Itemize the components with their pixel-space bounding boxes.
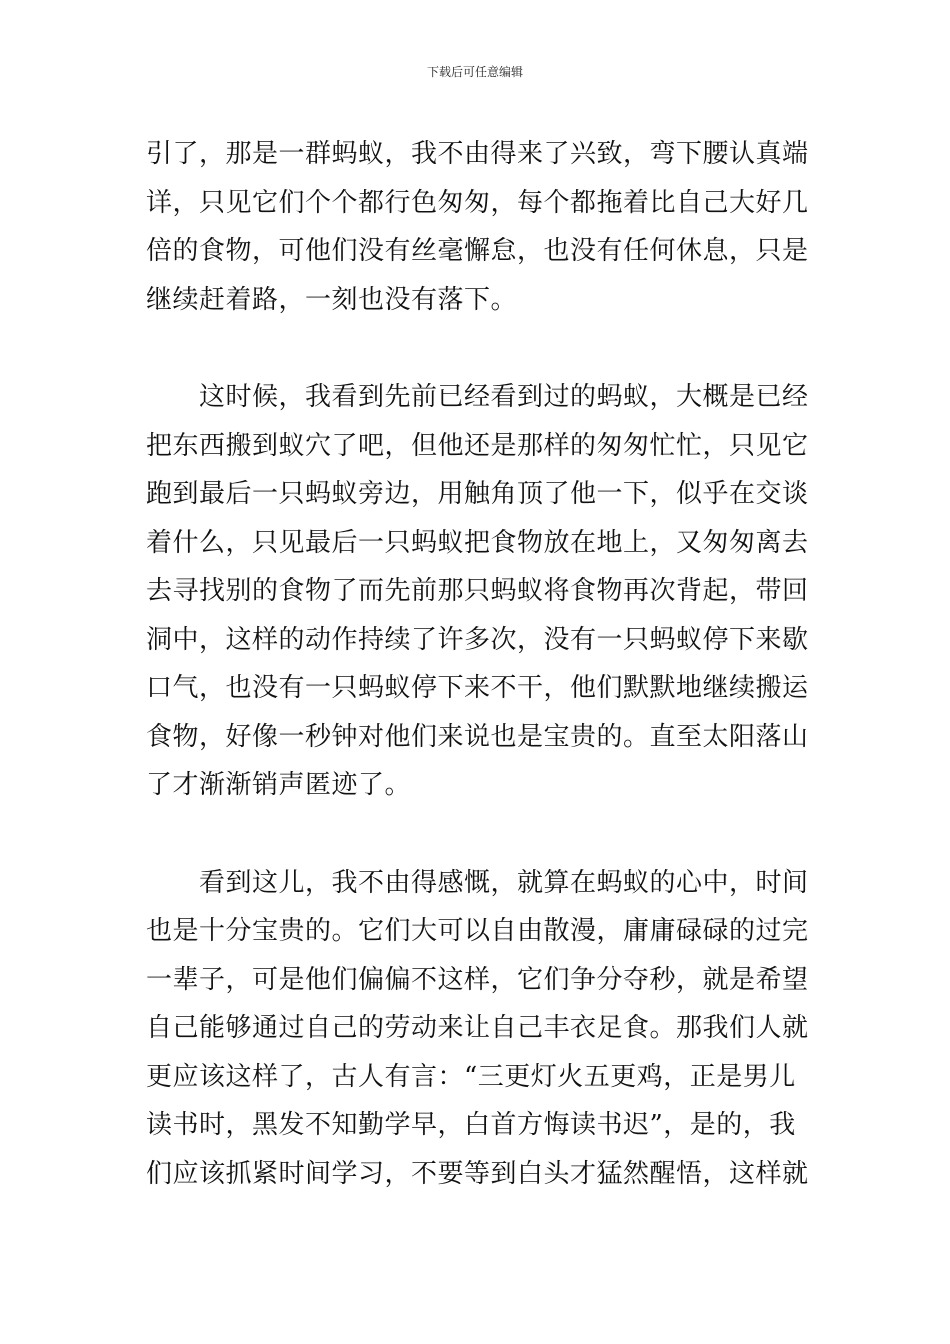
text-line: 口气，也没有一只蚂蚁停下来不干，他们默默地继续搬运 [146,673,809,703]
text-line: 看到这儿，我不由得感慨，就算在蚂蚁的心中，时间 [146,867,809,898]
paragraph-gap [146,810,808,859]
body-text [146,130,808,1198]
text-line: 继续赶着路，一刻也没有落下。 [146,284,518,315]
text-line: 详，只见它们个个都行色匆匆，每个都拖着比自己大好几 [146,187,809,218]
text-line: 了才渐渐销声匿迹了。 [146,770,412,800]
text-line: 一辈子，可是他们偏偏不这样，它们争分夺秒，就是希望 [146,964,809,995]
paragraph-1 [146,130,808,324]
text-line: 们应该抓紧时间学习，不要等到白头才猛然醒悟，这样就 [146,1158,809,1189]
paragraph-gap [146,324,808,373]
text-line: 这时候，我看到先前已经看到过的蚂蚁，大概是已经 [146,382,809,412]
text-line: 倍的食物，可他们没有丝毫懈怠，也没有任何休息，只是 [146,236,809,266]
text-line: 洞中，这样的动作持续了许多次，没有一只蚂蚁停下来歇 [146,624,809,655]
text-line: 自己能够通过自己的劳动来让自己丰衣足食。那我们人就 [146,1013,809,1043]
text-line: 也是十分宝贵的。它们大可以自由散漫，庸庸碌碌的过完 [146,916,809,946]
paragraph-2 [146,373,808,810]
text-line: 读书时，黑发不知勤学早，白首方悔读书迟”，是的，我 [146,1110,796,1140]
text-line: 把东西搬到蚁穴了吧，但他还是那样的匆匆忙忙，只见它 [146,430,809,461]
text-line: 跑到最后一只蚂蚁旁边，用触角顶了他一下，似乎在交谈 [146,479,809,509]
page-header: 下载后可任意编辑 [426,65,523,79]
text-line: 引了，那是一群蚂蚁，我不由得来了兴致，弯下腰认真端 [146,139,809,169]
text-line: 着什么，只见最后一只蚂蚁把食物放在地上，又匆匆离去 [146,527,809,558]
text-line: 更应该这样了，古人有言：“三更灯火五更鸡，正是男儿 [146,1061,796,1092]
paragraph-3 [146,859,808,1199]
text-line: 去寻找别的食物了而先前那只蚂蚁将食物再次背起，带回 [146,576,809,606]
text-line: 食物，好像一秒钟对他们来说也是宝贵的。直至太阳落山 [146,721,809,752]
